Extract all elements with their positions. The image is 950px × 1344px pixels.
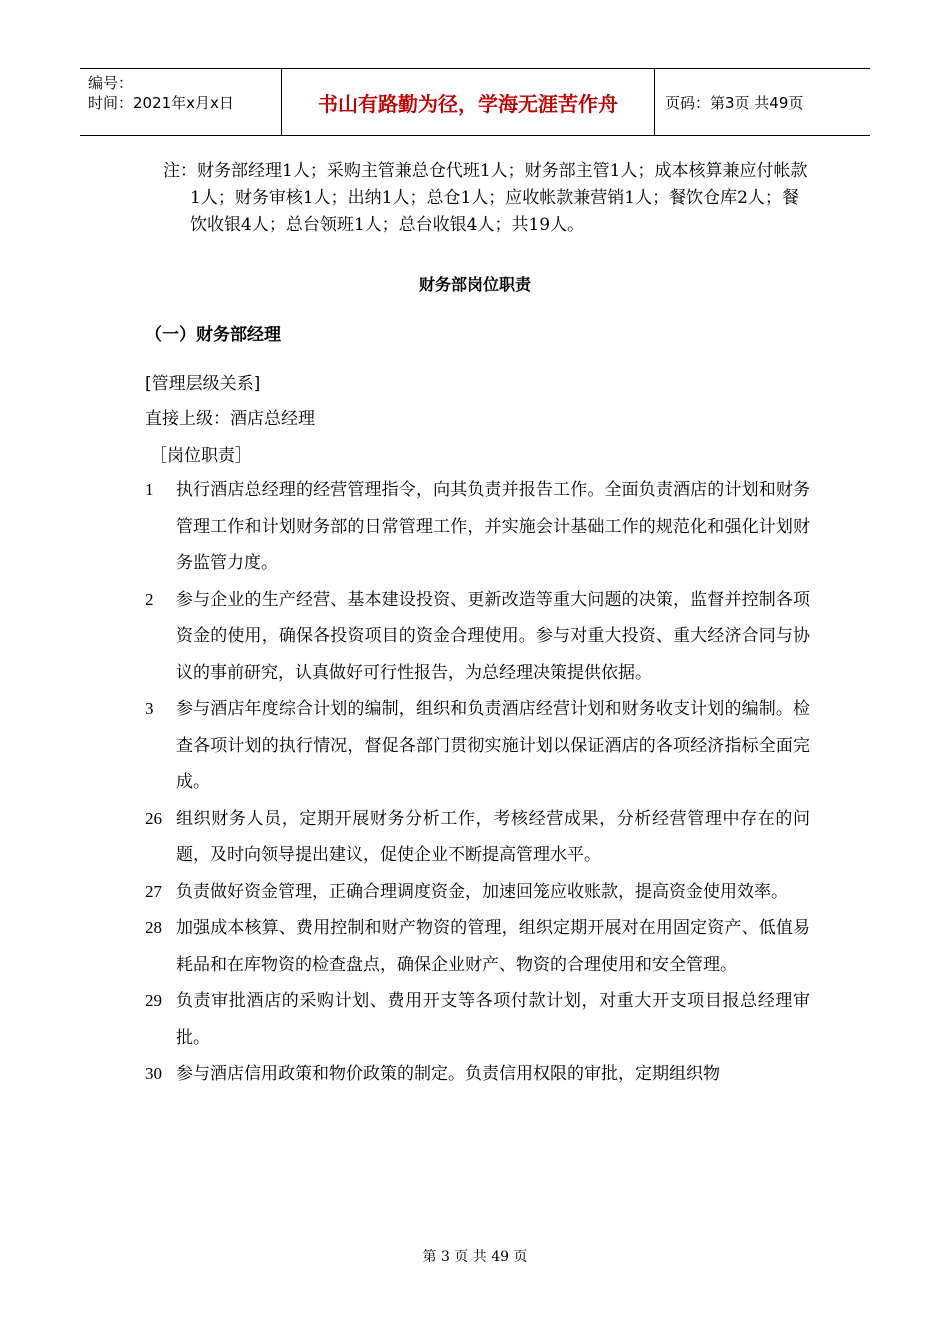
- staff-note-text: 注：财务部经理1人；采购主管兼总仓代班1人；财务部主管1人；成本核算兼应付帐款1人；财务审核1人；出纳1人；总仓1人；应收帐款兼营销1人；餐饮仓库2人；餐饮收银4人；总台领班1人；总台收银4人；共19人。: [163, 161, 808, 235]
- header-motto: 书山有路勤为径，学海无涯苦作舟: [282, 69, 655, 135]
- duty-number: 3: [145, 699, 154, 718]
- duty-number: 26: [145, 808, 162, 828]
- duty-text: 参与企业的生产经营、基本建设投资、更新改造等重大问题的决策，监督并控制各项资金的使用，确保各投资项目的资金合理使用。参与对重大投资、重大经济合同与协议的事前研究，认真做好可行性报告，为总经理决策提供依据。: [176, 589, 810, 683]
- duty-text: 执行酒店总经理的经营管理指令，向其负责并报告工作。全面负责酒店的计划和财务管理工作和计划财务部的日常管理工作，并实施会计基础工作的规范化和强化计划财务监管力度。: [176, 480, 810, 573]
- page-footer: 第 3 页 共 49 页: [422, 1249, 528, 1265]
- staff-note: [163, 158, 815, 239]
- duty-number: 2: [145, 589, 154, 609]
- time-label: 时间：2021年x月x日: [88, 94, 234, 112]
- duty-text: 参与酒店信用政策和物价政策的制定。负责信用权限的审批，定期组织物: [176, 1064, 720, 1084]
- list-item: [145, 472, 810, 582]
- list-item: [145, 983, 810, 1056]
- management-level-heading: [管理层级关系]: [145, 374, 261, 394]
- list-item: [145, 874, 810, 911]
- duty-number: 29: [145, 991, 162, 1010]
- header-left-cell: [80, 69, 282, 135]
- duty-number: 27: [145, 881, 162, 901]
- duty-text: 组织财务人员，定期开展财务分析工作，考核经营成果，分析经营管理中存在的问题，及时向领导提出建议，促使企业不断提高管理水平。: [176, 808, 810, 865]
- list-item: [145, 691, 810, 801]
- list-item: [145, 801, 810, 874]
- section-title: 财务部岗位职责: [418, 275, 531, 294]
- number-label: 编号：: [88, 74, 134, 92]
- duty-text: 负责做好资金管理，正确合理调度资金，加速回笼应收账款，提高资金使用效率。: [176, 881, 788, 902]
- duty-number: 28: [145, 918, 162, 937]
- duty-number: 1: [145, 480, 154, 499]
- duties-list: [145, 472, 810, 1093]
- list-item: [145, 1056, 810, 1093]
- duty-text: 参与酒店年度综合计划的编制，组织和负责酒店经营计划和财务收支计划的编制。检查各项计划的执行情况，督促各部门贯彻实施计划以保证酒店的各项经济指标全面完成。: [176, 699, 810, 792]
- page-header: [80, 68, 870, 136]
- duty-number: 30: [145, 1064, 162, 1083]
- duty-text: 加强成本核算、费用控制和财产物资的管理，组织定期开展对在用固定资产、低值易耗品和在库物资的检查盘点，确保企业财产、物资的合理使用和安全管理。: [176, 918, 810, 975]
- sub-title: （一）财务部经理: [145, 325, 281, 345]
- direct-superior: 直接上级：酒店总经理: [145, 409, 315, 429]
- list-item: [145, 582, 810, 692]
- duty-text: 负责审批酒店的采购计划、费用开支等各项付款计划，对重大开支项目报总经理审批。: [176, 991, 810, 1048]
- header-page-info: 页码：第3页 共49页: [665, 93, 804, 112]
- list-item: [145, 910, 810, 983]
- duties-heading: ［岗位职责］: [150, 446, 252, 466]
